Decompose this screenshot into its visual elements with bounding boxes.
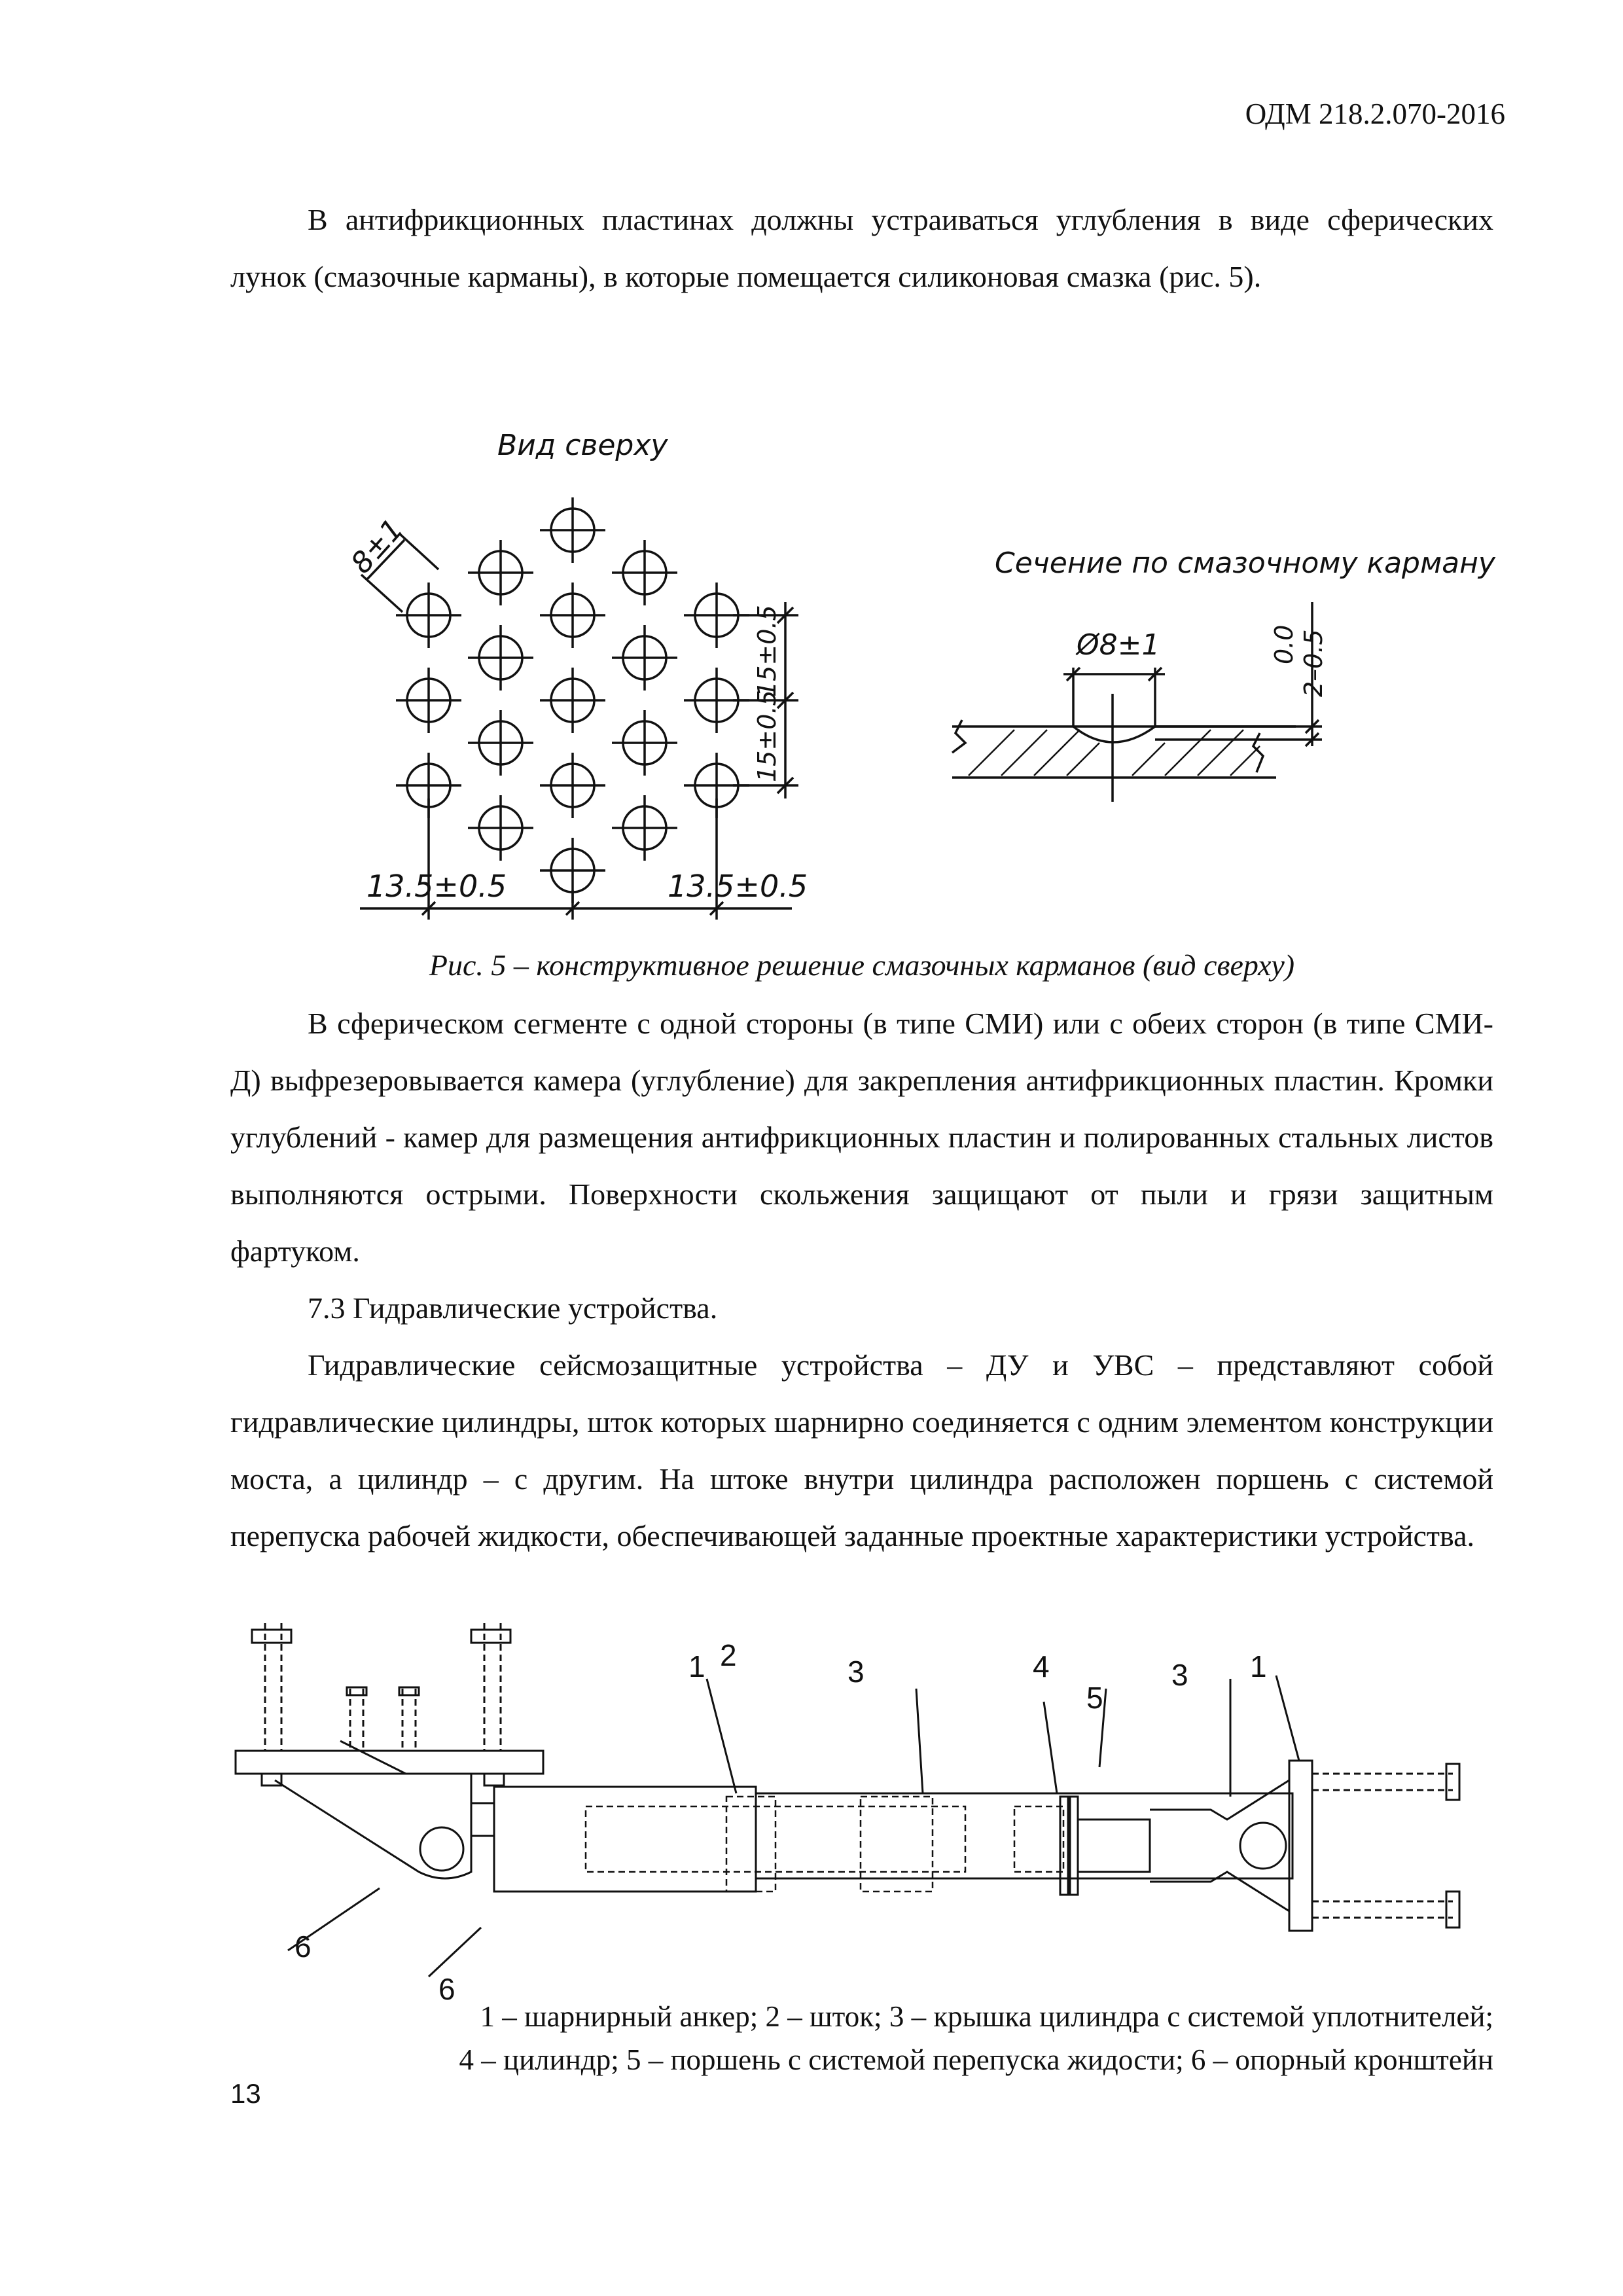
dim-depth-bottom-label: 2–0.5 [1299, 629, 1328, 697]
figure-5-caption: Рис. 5 – конструктивное решение смазочных карманов (вид сверху) [429, 948, 1295, 982]
label-2: 5 [1086, 1681, 1103, 1715]
label-1-right: 3 [1171, 1658, 1188, 1692]
figure-6-legend-line-1: 1 – шарнирный анкер; 2 – шток; 3 – крышка цилиндра с системой уплотнителей; [480, 2000, 1493, 2033]
figure-6-legend-line-2: 4 – цилиндр; 5 – поршень с системой перепуска жидости; 6 – опорный кронштейн [459, 2043, 1493, 2076]
label-1-left: 6 [438, 1972, 455, 2006]
dim-pitch-vertical-2: 15±0.5 [753, 690, 781, 782]
section-label: Сечение по смазочному карману [995, 547, 1495, 580]
paragraph-hydraulic-devices: Гидравлические сейсмозащитные устройства – ДУ и УВС – представляют собой гидравлические цилиндры, шток которых шарнирно соединяется с одним элементом конструкции моста, а цилиндр – с другим. На штоке внутри цилиндра расположен поршень с системой перепуска рабочей жидкости, обеспечивающей заданные проектные характеристики устройства. [230, 1348, 1493, 1552]
label-5: 3 [847, 1655, 865, 1689]
dim-pitch-vertical-1: 15±0.5 [753, 605, 781, 697]
dim-pitch-horizontal-2: 13.5±0.5 [668, 869, 808, 904]
view-label: Вид сверху [497, 429, 668, 462]
label-6-left: 6 [294, 1929, 312, 1964]
paragraph-spherical-segment: В сферическом сегменте с одной стороны (в типе СМИ) или с обеих сторон (в типе СМИ-Д) выфрезеровывается камера (углубление) для закрепления антифрикционных пластин. Кромки углублений - камер для размещения антифрикционных пластин и полированных стальных листов выполняются острыми. Поверхности скольжения защищают от пыли и грязи защитным фартуком. [230, 1007, 1493, 1268]
label-6-right: 1 [1250, 1649, 1267, 1683]
pocket-holes [396, 497, 749, 903]
page-number: 13 [230, 2078, 261, 2109]
label-3-right: 4 [1033, 1649, 1050, 1683]
label-4: 2 [720, 1638, 737, 1672]
label-3-left: 1 [688, 1649, 705, 1683]
paragraph-lubrication-pockets: В антифрикционных пластинах должны устраиваться углубления в виде сферических лунок (смазочные карманы), в которые помещается силиконовая смазка (рис. 5). [230, 203, 1493, 293]
dim-diameter-label: Ø8±1 [1077, 628, 1160, 662]
figure-hydraulic-device [223, 1604, 1505, 2009]
dim-hole-label: 8±1 [344, 512, 410, 581]
document-code: ОДМ 218.2.070-2016 [1245, 98, 1505, 130]
figure-lubrication-pockets [340, 406, 1495, 929]
dim-pitch-horizontal-1: 13.5±0.5 [366, 869, 507, 904]
dim-depth-top-label: 0.0 [1270, 624, 1298, 664]
section-heading-7-3: 7.3 Гидравлические устройства. [308, 1291, 718, 1325]
